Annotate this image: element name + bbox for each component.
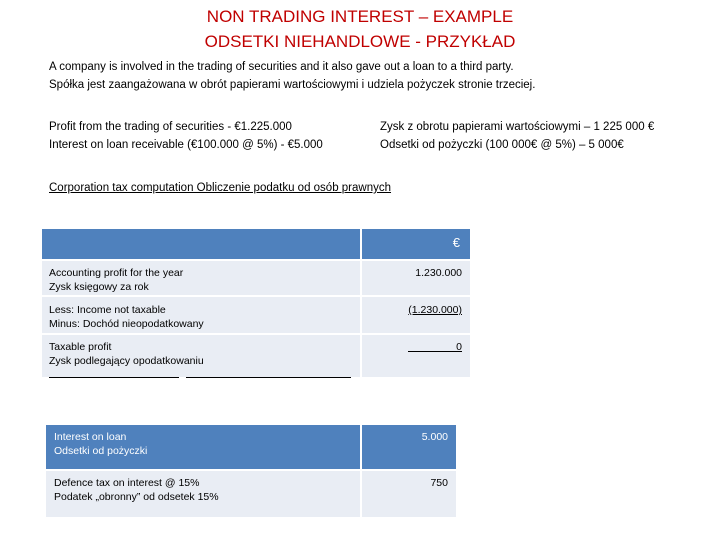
facts-en-line1: Profit from the trading of securities - €1.225.000 [49, 121, 292, 133]
row-label-pl: Odsetki od pożyczki [54, 445, 148, 457]
euro-symbol: € [452, 235, 460, 250]
row-label-pl: Zysk podlegający opodatkowaniu [49, 355, 204, 367]
facts-pl-line1: Zysk z obrotu papierami wartościowymi – 1 225 000 € [380, 121, 655, 133]
table2-row-defence-tax-value-cell [362, 471, 456, 517]
row-value: 750 [430, 477, 448, 489]
intro-pl: Spółka jest zaangażowana w obrót papierami wartościowymi i udziela pożyczek stronie trzeciej. [49, 79, 536, 91]
subtotal-rule [408, 351, 462, 352]
table1-row-taxable-profit-value-cell [362, 335, 470, 377]
row-label-en: Interest on loan [54, 431, 127, 443]
facts-pl-line2: Odsetki od pożyczki (100 000€ @ 5%) – 5 000€ [380, 139, 624, 151]
table1-row-accounting-profit-label [42, 261, 360, 295]
row-label-en: Defence tax on interest @ 15% [54, 477, 200, 489]
table1-row-income-not-taxable-label [42, 297, 360, 333]
row-label-en: Taxable profit [49, 341, 112, 353]
facts-en-line2: Interest on loan receivable (€100.000 @ 5%) - €5.000 [49, 139, 323, 151]
table1-row-accounting-profit-value-cell [362, 261, 470, 295]
page-title: NON TRADING INTEREST – EXAMPLE [206, 7, 514, 26]
page-subtitle: ODSETKI NIEHANDLOWE - PRZYKŁAD [204, 32, 516, 51]
table1-header-currency-cell [362, 229, 470, 259]
row-label-pl: Podatek „obronny” od odsetek 15% [54, 491, 219, 503]
row-label-pl: Zysk księgowy za rok [49, 281, 149, 293]
row-value: 0 [456, 341, 462, 353]
row-label-en: Accounting profit for the year [49, 267, 184, 279]
row-label-en: Less: Income not taxable [49, 304, 166, 316]
table1-bottom-rule-right [186, 377, 351, 378]
table1-header-label-cell [42, 229, 360, 259]
table1-row-income-not-taxable-value-cell [362, 297, 470, 333]
row-label-pl: Minus: Dochód nieopodatkowany [49, 318, 204, 330]
intro-en: A company is involved in the trading of securities and it also gave out a loan to a third party. [49, 61, 514, 73]
row-value: (1.230.000) [408, 304, 462, 316]
table2-row-defence-tax-label [46, 471, 360, 517]
row-value: 5.000 [421, 431, 448, 443]
section-heading: Corporation tax computation Obliczenie podatku od osób prawnych [49, 182, 392, 194]
table2-row-interest-value-cell [362, 425, 456, 469]
row-value: 1.230.000 [415, 267, 462, 279]
table1-bottom-rule-left [49, 377, 179, 378]
table1-row-taxable-profit-label [42, 335, 360, 377]
table2-row-interest-label [46, 425, 360, 469]
